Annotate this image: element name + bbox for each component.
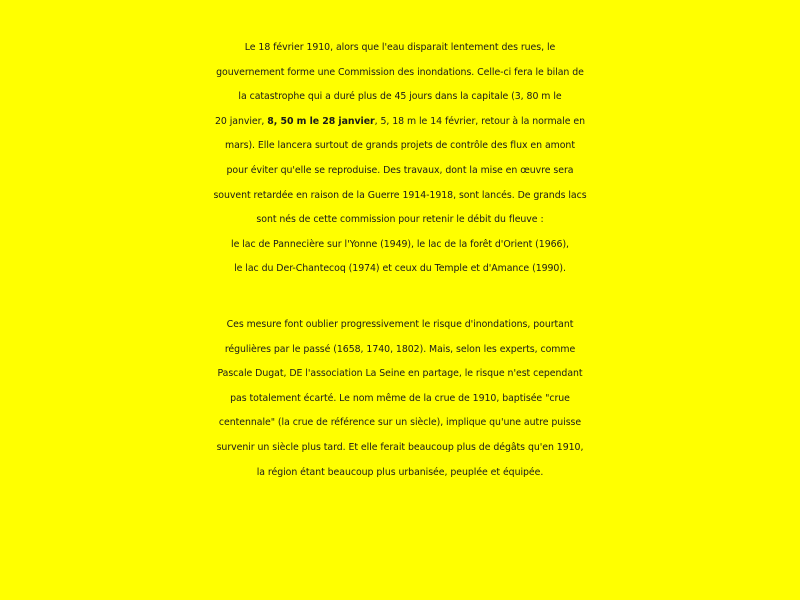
paragraph-risk (0, 313, 800, 485)
text-line: pas totalement écarté. Le nom même de la crue de 1910, baptisée "crue (230, 392, 570, 404)
text-line-with-highlight (0, 110, 800, 135)
text-line: gouvernement forme une Commission des inondations. Celle-ci fera le bilan de (216, 66, 584, 78)
text-line: la région étant beaucoup plus urbanisée, peuplée et équipée. (256, 466, 544, 478)
paragraph-gap (0, 282, 800, 313)
text-line: mars). Elle lancera surtout de grands projets de contrôle des flux en amont (225, 140, 575, 152)
paragraph-commission (0, 36, 800, 282)
text-line: survenir un siècle plus tard. Et elle ferait beaucoup plus de dégâts qu'en 1910, (216, 441, 584, 453)
text-line: sont nés de cette commission pour retenir le débit du fleuve : (256, 214, 544, 226)
text-segment: 20 janvier, (214, 115, 268, 127)
text-line: souvent retardée en raison de la Guerre 1914-1918, sont lancés. De grands lacs (213, 189, 587, 201)
peak-flood-level: 8, 50 m le 28 janvier (267, 115, 375, 127)
text-line: Pascale Dugat, DE l'association La Seine en partage, le risque n'est cependant (217, 368, 583, 380)
text-line: centennale" (la crue de référence sur un siècle), implique qu'une autre puisse (218, 417, 582, 429)
text-line: pour éviter qu'elle se reproduise. Des travaux, dont la mise en œuvre sera (226, 164, 574, 176)
text-line: Le 18 février 1910, alors que l'eau disparait lentement des rues, le (244, 42, 556, 53)
text-segment: , 5, 18 m le 14 février, retour à la normale en (374, 115, 586, 127)
slide-text-block (0, 36, 800, 485)
text-line: le lac de Pannecière sur l'Yonne (1949), le lac de la forêt d'Orient (1966), (231, 238, 569, 250)
text-line: Ces mesure font oublier progressivement le risque d'inondations, pourtant (226, 318, 574, 330)
text-line: le lac du Der-Chantecoq (1974) et ceux du Temple et d'Amance (1990). (234, 263, 566, 275)
text-line: régulières par le passé (1658, 1740, 1802). Mais, selon les experts, comme (224, 343, 576, 355)
text-line: la catastrophe qui a duré plus de 45 jours dans la capitale (3, 80 m le (238, 91, 562, 103)
